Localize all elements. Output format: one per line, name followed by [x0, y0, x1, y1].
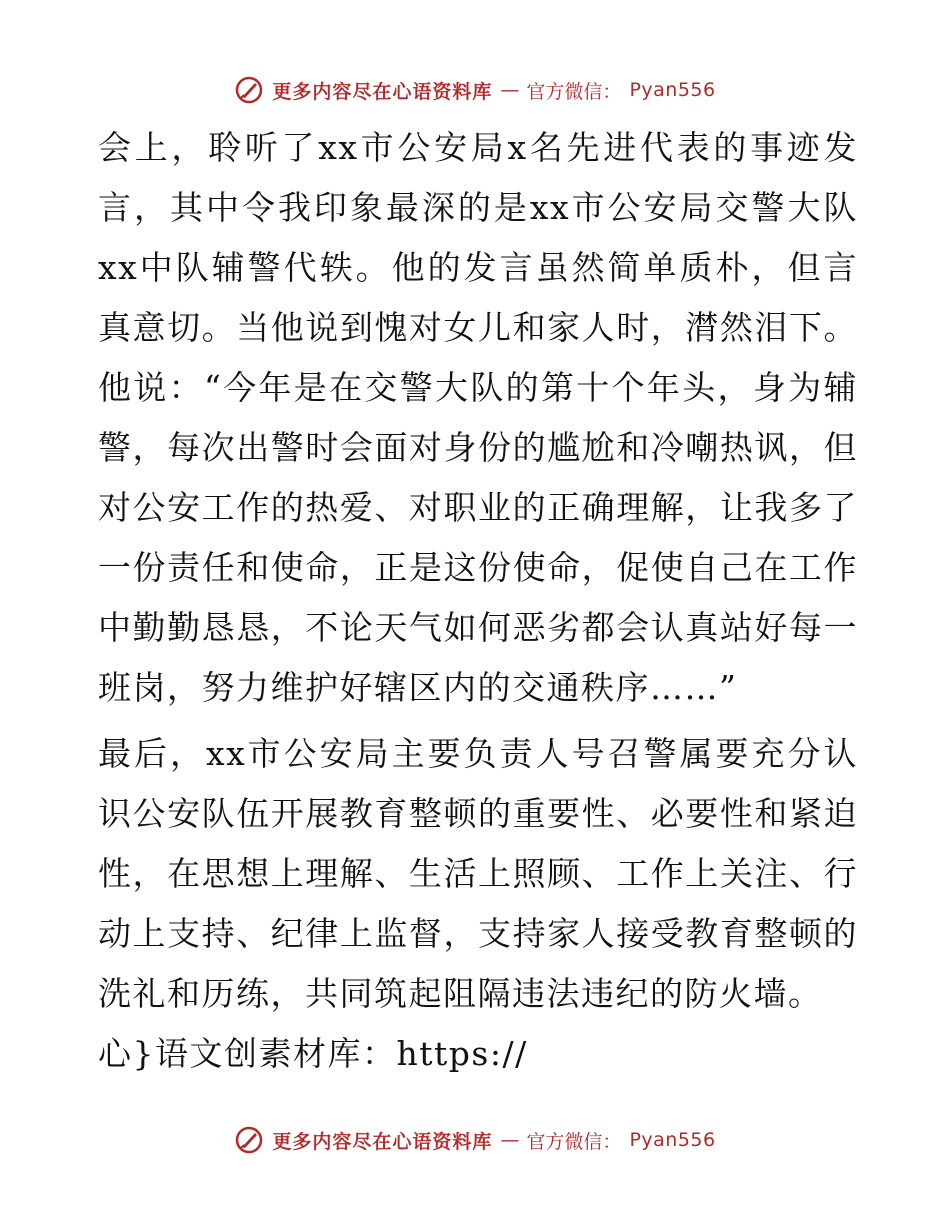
body-paragraph-2: 最后，xx市公安局主要负责人号召警属要充分认识公安队伍开展教育整顿的重要性、必要性和紧迫性，在思想上理解、生活上照顾、工作上关注、行动上支持、纪律上监督，支持家人接受教育整顿的洗礼和历练，共同筑起阻隔违法违纪的防火墙。 — [98, 734, 858, 1013]
feather-pen-logo-icon — [234, 75, 264, 105]
footer-watermark-banner — [0, 1122, 950, 1158]
footer-wechat-label: 官方微信： — [526, 1130, 622, 1153]
header-brand-text: 更多内容尽在心语资料库 — [272, 80, 493, 103]
footer-brand-text: 更多内容尽在心语资料库 — [272, 1130, 493, 1153]
feather-pen-logo-icon — [234, 1125, 264, 1155]
source-line: 心}语文创素材库：https:// — [98, 1034, 528, 1073]
header-wechat-label: 官方微信： — [526, 80, 622, 103]
document-body — [98, 118, 858, 1084]
footer-separator: — — [500, 1129, 519, 1151]
header-wechat-id: Pyan556 — [629, 79, 716, 101]
header-watermark-banner — [0, 72, 950, 108]
footer-wechat-id: Pyan556 — [629, 1129, 716, 1151]
body-paragraph-1: 会上，聆听了xx市公安局x名先进代表的事迹发言，其中令我印象最深的是xx市公安局交警大队xx中队辅警代轶。他的发言虽然简单质朴，但言真意切。当他说到愧对女儿和家人时，潸然泪下。他说：“今年是在交警大队的第十个年头，身为辅警，每次出警时会面对身份的尴尬和冷嘲热讽，但对公安工作的热爱、对职业的正确理解，让我多了一份责任和使命，正是这份使命，促使自己在工作中勤勤恳恳，不论天气如何恶劣都会认真站好每一班岗，努力维护好辖区内的交通秩序……” — [98, 128, 858, 707]
header-separator: — — [500, 79, 519, 101]
